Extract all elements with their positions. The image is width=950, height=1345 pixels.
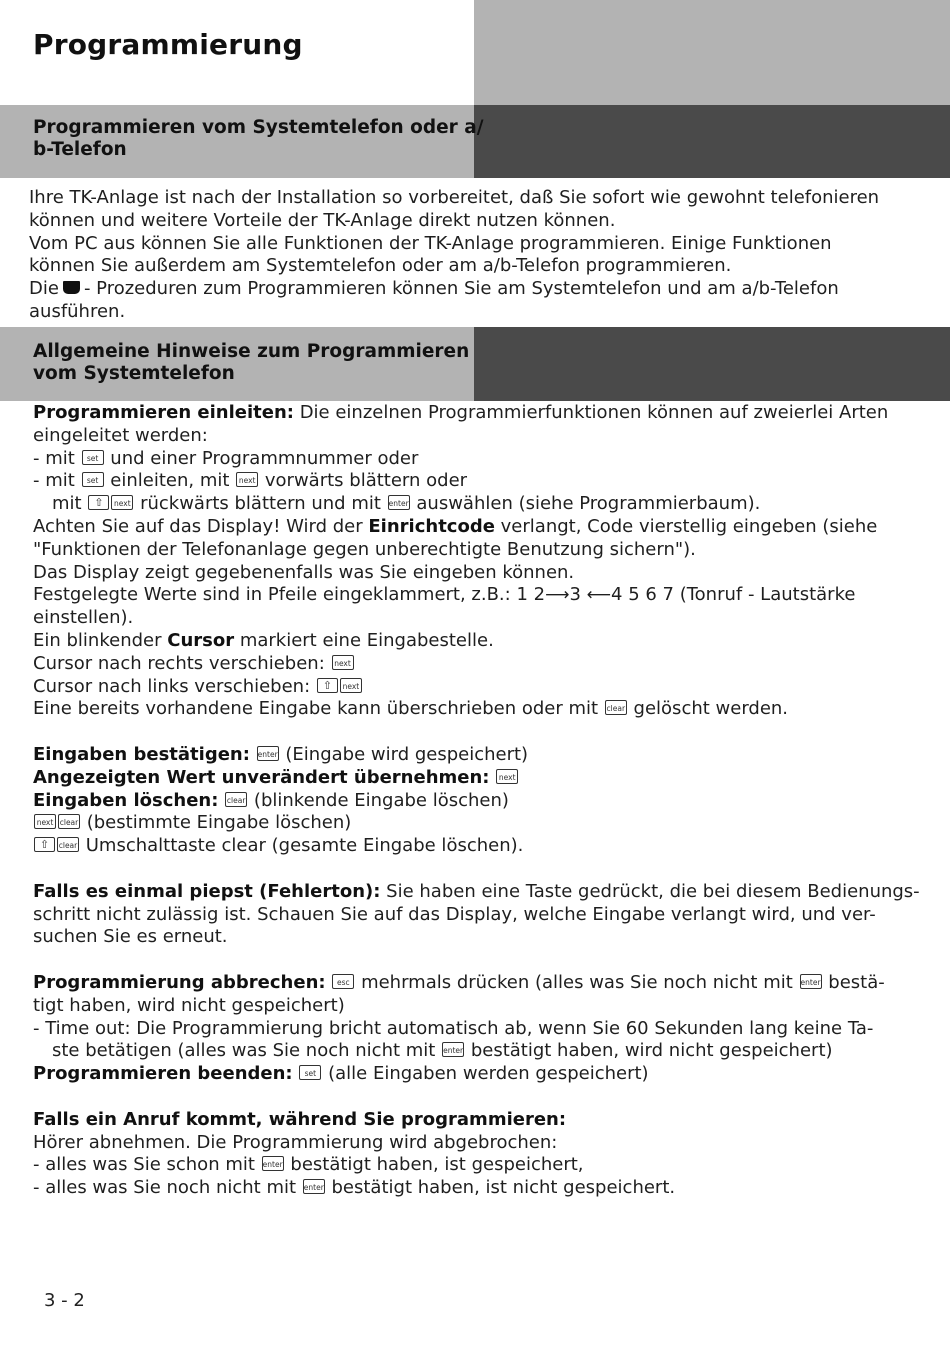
text-line: Vom PC aus können Sie alle Funktionen der TK-Anlage programmieren. Einige Funktionen — [29, 232, 832, 254]
text-line — [33, 698, 920, 721]
text-fragment: - alles was Sie schon mit — [33, 1154, 255, 1176]
text-fragment: - alles was Sie noch nicht mit — [33, 1177, 297, 1199]
arrow-right-icon: ⟶ — [545, 585, 570, 606]
phone-symbol-icon — [63, 281, 80, 294]
spacer — [33, 1086, 920, 1109]
text-line — [33, 1109, 920, 1132]
bold-label: Eingaben löschen: — [33, 789, 219, 811]
text-line: können und weitere Vorteile der TK-Anlage direkt nutzen können. — [29, 209, 616, 231]
text-fragment: bestätigt haben, ist gespeichert, — [290, 1154, 584, 1176]
title-bar-grey-block — [474, 0, 950, 105]
text-line: eingeleitet werden: — [33, 424, 208, 446]
text-fragment: Die — [29, 278, 59, 300]
enter-key-icon: enter — [442, 1042, 464, 1057]
next-key-icon: next — [34, 814, 56, 829]
enter-key-icon: enter — [257, 746, 279, 761]
text-line — [33, 516, 920, 539]
list-item — [33, 1154, 920, 1177]
clear-key-icon: clear — [225, 792, 247, 807]
text-line — [33, 630, 920, 653]
spacer — [33, 949, 920, 972]
enter-key-icon: enter — [388, 495, 410, 510]
enter-key-icon: enter — [262, 1156, 284, 1171]
text-fragment: Cursor nach rechts verschieben: — [33, 652, 325, 674]
text-fragment: Sie haben eine Taste gedrückt, die bei diesem Bedienungs- — [380, 880, 920, 902]
main-body — [33, 402, 920, 1200]
text-line: schritt nicht zulässig ist. Schauen Sie auf das Display, welche Eingabe verlangt wird, und ver- — [33, 903, 876, 925]
shift-key-icon: ⇧ — [34, 837, 55, 852]
text-fragment: Die einzelnen Programmierfunktionen können auf zweierlei Arten — [293, 402, 889, 423]
text-line: "Funktionen der Telefonanlage gegen unberechtigte Benutzung sichern"). — [33, 538, 696, 560]
text-line: einstellen). — [33, 607, 134, 629]
bold-term: Cursor — [167, 629, 235, 651]
text-line: Ihre TK-Anlage ist nach der Installation so vorbereitet, daß Sie sofort wie gewohnt telefonieren — [29, 187, 880, 208]
text-fragment: mehrmals drücken (alles was Sie noch nicht mit — [361, 971, 793, 993]
text-fragment: - mit — [33, 447, 75, 469]
text-fragment: auswählen (siehe Programmierbaum). — [416, 493, 761, 515]
section-title-line: Programmieren vom Systemtelefon oder a/ — [33, 117, 484, 138]
clear-key-icon: clear — [605, 700, 627, 715]
set-key-icon: set — [82, 450, 104, 465]
next-key-icon: next — [496, 769, 518, 784]
bold-label: Programmierung abbrechen: — [33, 971, 326, 993]
bold-label: Falls ein Anruf kommt, während Sie programmieren: — [33, 1108, 567, 1130]
text-fragment: (alle Eingaben werden gespeichert) — [328, 1063, 649, 1085]
list-item-continuation — [33, 493, 920, 516]
text-line: können Sie außerdem am Systemtelefon oder am a/b-Telefon programmieren. — [29, 255, 732, 277]
clear-key-icon: clear — [58, 814, 80, 829]
page-title: Programmierung — [33, 28, 303, 61]
text-fragment: Ein blinkender — [33, 629, 168, 651]
text-line — [33, 584, 920, 607]
text-line — [33, 835, 920, 858]
text-line: suchen Sie es erneut. — [33, 926, 228, 948]
clear-key-icon: clear — [57, 837, 79, 852]
text-line — [29, 278, 879, 301]
spacer — [33, 721, 920, 744]
text-line — [33, 402, 920, 425]
list-item: - Time out: Die Programmierung bricht automatisch ab, wenn Sie 60 Sekunden lang keine Ta- — [33, 1017, 874, 1039]
text-fragment: (blinkende Eingabe löschen) — [253, 789, 509, 811]
section-title-hinweise — [33, 341, 469, 385]
text-line — [33, 676, 920, 699]
text-fragment: - Prozeduren zum Programmieren können Sie am Systemtelefon und am a/b-Telefon — [83, 278, 839, 300]
text-line: tigt haben, wird nicht gespeichert) — [33, 994, 345, 1016]
bold-label: Eingaben bestätigen: — [33, 743, 250, 765]
text-fragment: - mit — [33, 470, 75, 492]
list-item — [33, 470, 920, 493]
bold-label: Programmieren beenden: — [33, 1063, 293, 1085]
text-fragment: verlangt, Code vierstellig eingeben (siehe — [494, 515, 878, 537]
text-fragment: und einer Programmnummer oder — [110, 447, 419, 469]
enter-key-icon: enter — [800, 974, 822, 989]
text-fragment: 4 5 6 7 (Tonruf - Lautstärke — [611, 584, 856, 606]
enter-key-icon: enter — [303, 1179, 325, 1194]
set-key-icon: set — [299, 1065, 321, 1080]
text-line — [33, 812, 920, 835]
text-line — [33, 767, 920, 790]
text-line — [33, 790, 920, 813]
text-fragment: markiert eine Eingabestelle. — [234, 629, 494, 651]
text-fragment: (Eingabe wird gespeichert) — [285, 743, 529, 765]
text-fragment: Festgelegte Werte sind in Pfeile eingeklammert, z.B.: 1 2 — [33, 584, 546, 606]
text-fragment: ste betätigen (alles was Sie noch nicht mit — [52, 1040, 436, 1062]
text-line — [33, 744, 920, 767]
bold-term: Einrichtcode — [368, 515, 495, 537]
section-title-line: Allgemeine Hinweise zum Programmieren — [33, 341, 470, 362]
text-fragment: Eine bereits vorhandene Eingabe kann überschrieben oder mit — [33, 698, 599, 720]
text-fragment: bestä- — [828, 971, 885, 993]
text-fragment: gelöscht werden. — [633, 698, 789, 720]
text-fragment: 3 — [569, 584, 587, 606]
list-item — [33, 448, 920, 471]
shift-key-icon: ⇧ — [88, 495, 109, 510]
section-header-right — [474, 105, 950, 178]
text-fragment: mit — [52, 493, 82, 515]
text-line — [33, 972, 920, 995]
shift-key-icon: ⇧ — [317, 678, 338, 693]
text-fragment: Umschalttaste clear (gesamte Eingabe löschen). — [85, 835, 524, 857]
section-title-line: b-Telefon — [33, 139, 127, 160]
bold-label: Programmieren einleiten: — [33, 402, 294, 423]
text-fragment: bestätigt haben, ist nicht gespeichert. — [331, 1177, 676, 1199]
bold-label: Falls es einmal piepst (Fehlerton): — [33, 880, 381, 902]
intro-paragraph — [29, 187, 879, 324]
text-fragment: (bestimmte Eingabe löschen) — [86, 812, 352, 834]
arrow-left-icon: ⟵ — [586, 585, 612, 606]
text-fragment: Achten Sie auf das Display! Wird der — [33, 515, 369, 537]
next-key-icon: next — [236, 472, 258, 487]
bold-label: Angezeigten Wert unverändert übernehmen: — [33, 766, 490, 788]
text-fragment: bestätigt haben, wird nicht gespeichert) — [470, 1040, 833, 1062]
spacer — [33, 858, 920, 881]
text-line — [33, 881, 920, 904]
next-key-icon: next — [111, 495, 133, 510]
next-key-icon: next — [332, 655, 354, 670]
page-number: 3 - 2 — [44, 1290, 85, 1311]
text-line: Hörer abnehmen. Die Programmierung wird abgebrochen: — [33, 1131, 558, 1153]
text-line — [33, 1063, 920, 1086]
esc-key-icon: esc — [332, 974, 354, 989]
text-line — [33, 653, 920, 676]
list-item — [33, 1177, 920, 1200]
text-line: ausführen. — [29, 300, 126, 322]
text-line: Das Display zeigt gegebenenfalls was Sie eingeben können. — [33, 561, 575, 583]
section-title-programmieren — [33, 117, 483, 161]
text-fragment: einleiten, mit — [110, 470, 230, 492]
text-fragment: vorwärts blättern oder — [264, 470, 468, 492]
section-header-right — [474, 327, 950, 401]
next-key-icon: next — [340, 678, 362, 693]
text-fragment: Cursor nach links verschieben: — [33, 675, 311, 697]
section-title-line: vom Systemtelefon — [33, 363, 235, 384]
text-fragment: rückwärts blättern und mit — [140, 493, 381, 515]
set-key-icon: set — [82, 472, 104, 487]
list-item-continuation — [33, 1040, 920, 1063]
